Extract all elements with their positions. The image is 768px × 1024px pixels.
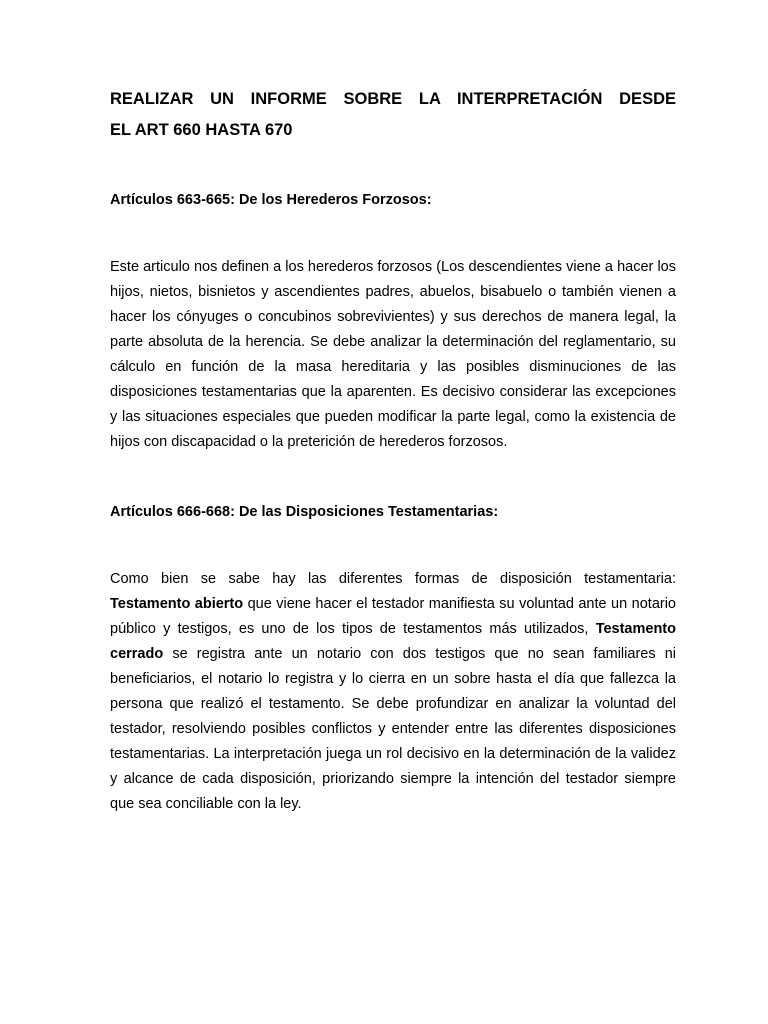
paragraph-disposiciones — [110, 567, 676, 817]
title-line-2: EL ART 660 HASTA 670 — [110, 121, 293, 139]
paragraph-middle: que viene hacer el testador manifiesta su voluntad ante un notario público y testigos, es uno de los tipos de testamentos más utilizados, — [110, 596, 676, 637]
paragraph-rest: se registra ante un notario con dos testigos que no sean familiares ni beneficiarios, el notario lo registra y lo cierra en un sobre hasta el día que fallezca la persona que realizó el testamento. Se debe profundizar en analizar la voluntad del testador, resolviendo posibles conflictos y entender entre las diferentes disposiciones testamentarias. La interpretación juega un rol decisivo en la determinación de la validez y alcance de cada disposición, priorizando siempre la intención del testador siempre que sea conciliable con la ley. — [110, 646, 676, 812]
paragraph-intro: Como bien se sabe hay las diferentes formas de disposición testamentaria: — [110, 571, 676, 587]
section-heading-disposiciones: Artículos 666-668: De las Disposiciones Testamentarias: — [110, 504, 499, 520]
bold-testamento-cerrado: Testamento cerrado — [110, 621, 676, 662]
section-heading-herederos: Artículos 663-665: De los Herederos Forzosos: — [110, 192, 432, 208]
paragraph-herederos: Este articulo nos definen a los herederos forzosos (Los descendientes viene a hacer los hijos, nietos, bisnietos y ascendientes padres, abuelos, bisabuelo o también vienen a hacer los cónyuges o concubinos sobrevivientes) y sus derechos de manera legal, la parte absoluta de la herencia. Se debe analizar la determinación del reglamentario, su cálculo en función de la masa hereditaria y las posibles disminuciones de las disposiciones testamentarias que la aparenten. Es decisivo considerar las excepciones y las situaciones especiales que pueden modificar la parte legal, como la existencia de hijos con discapacidad o la preterición de herederos forzosos. — [110, 259, 676, 450]
document-title — [110, 84, 676, 146]
title-line-1: REALIZAR UN INFORME SOBRE LA INTERPRETACIÓN DESDE — [110, 90, 676, 108]
bold-testamento-abierto: Testamento abierto — [110, 596, 244, 612]
